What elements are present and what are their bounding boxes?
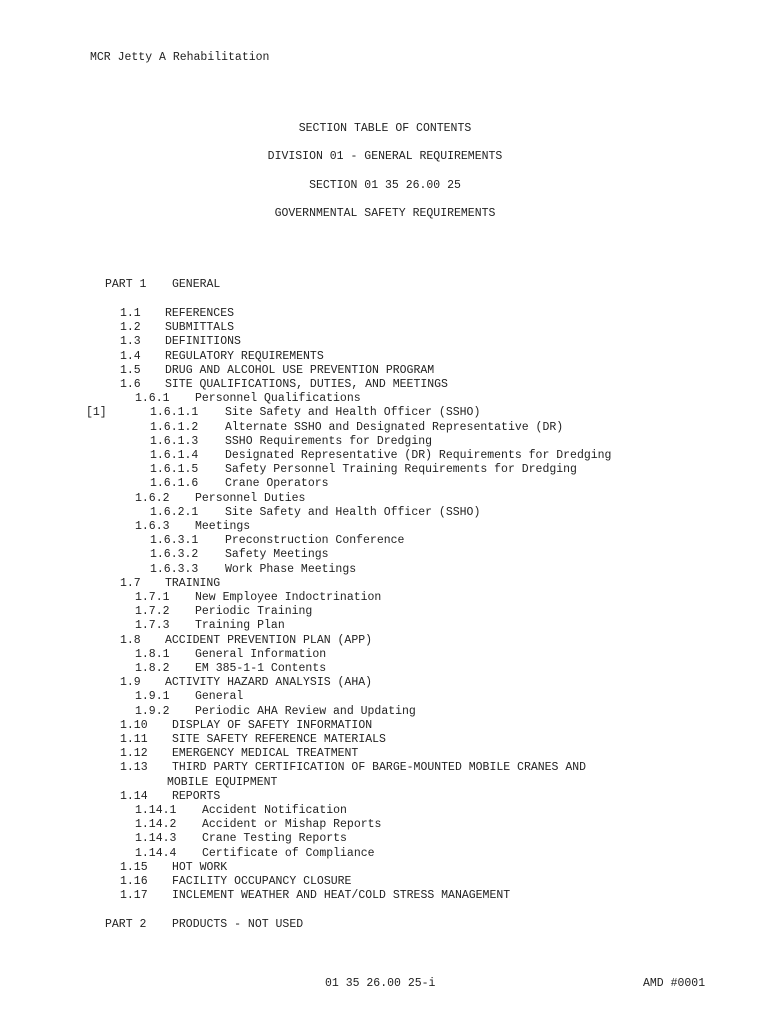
toc-entry-title: Work Phase Meetings	[225, 562, 357, 576]
toc-entry-number: 1.6.3.3	[150, 562, 199, 576]
toc-entry-title: Site Safety and Health Officer (SSHO)	[225, 406, 481, 420]
toc-entry-title: EM 385-1-1 Contents	[195, 662, 327, 675]
toc-entry-title: Safety Personnel Training Requirements for Dredging	[225, 463, 577, 477]
toc-entry-number: 1.6.1.5	[150, 463, 199, 477]
toc-entry-number: 1.4	[120, 349, 141, 363]
toc-entry-title: TRAINING	[165, 576, 221, 590]
toc-entry-title: DRUG AND ALCOHOL USE PREVENTION PROGRAM	[165, 363, 435, 377]
section-number: SECTION 01 35 26.00 25	[309, 179, 461, 192]
toc-entry-number: 1.11	[120, 733, 148, 746]
section-title: GOVERNMENTAL SAFETY REQUIREMENTS	[274, 207, 496, 220]
toc-entry-title: HOT WORK	[172, 860, 228, 874]
toc-entry-number: 1.16	[120, 875, 148, 888]
toc-entry-number: 1.6.1.4	[150, 449, 199, 462]
toc-entry-title: THIRD PARTY CERTIFICATION OF BARGE-MOUNTED MOBILE CRANES AND	[172, 761, 587, 775]
toc-entry-number: 1.14.3	[135, 832, 177, 846]
toc-entry-title: ACTIVITY HAZARD ANALYSIS (AHA)	[165, 676, 373, 690]
footer-amendment: AMD #0001	[643, 977, 706, 990]
toc-entry-number: 1.7.3	[135, 619, 170, 633]
toc-entry-number: 1.8.2	[135, 662, 170, 675]
toc-entry-title: INCLEMENT WEATHER AND HEAT/COLD STRESS MANAGEMENT	[172, 889, 511, 903]
toc-entry-number: 1.6.3.2	[150, 548, 199, 562]
toc-entry-title: Safety Meetings	[225, 548, 329, 562]
toc-entry-number: 1.1	[120, 307, 141, 320]
toc-entry-number: 1.6.1.6	[150, 477, 199, 491]
toc-entry-number: 1.6.1	[135, 392, 170, 406]
toc-entry-title: FACILITY OCCUPANCY CLOSURE	[172, 875, 352, 888]
toc-entry-title: ACCIDENT PREVENTION PLAN (APP)	[165, 633, 373, 647]
project-title: MCR Jetty A Rehabilitation	[90, 51, 270, 64]
toc-entry-title: General	[195, 690, 244, 704]
footer-page-number: 01 35 26.00 25-i	[325, 977, 436, 990]
toc-entry-number: 1.15	[120, 860, 148, 874]
toc-entry-number: 1.9	[120, 676, 141, 690]
toc-entry-title: SITE QUALIFICATIONS, DUTIES, AND MEETINGS	[165, 378, 448, 391]
toc-entry-title: SITE SAFETY REFERENCE MATERIALS	[172, 733, 386, 746]
toc-entry-number: 1.6	[120, 378, 141, 391]
toc-entry-title: Personnel Qualifications	[195, 392, 361, 406]
toc-entry-title: New Employee Indoctrination	[195, 591, 382, 604]
toc-entry-number: 1.6.3	[135, 520, 170, 533]
toc-entry-title: Crane Testing Reports	[202, 832, 347, 846]
toc-entry-title: SUBMITTALS	[165, 321, 235, 335]
toc-entry-title: Meetings	[195, 520, 251, 533]
toc-entry-number: 1.17	[120, 889, 148, 903]
toc-entry-number: 1.7.2	[135, 605, 170, 619]
toc-entry-number: 1.9.1	[135, 690, 170, 704]
toc-entry-number: 1.6.2	[135, 491, 170, 505]
toc-entry-title: Accident or Mishap Reports	[202, 818, 382, 832]
toc-entry-number: 1.14.1	[135, 804, 177, 817]
toc-entry-number: 1.12	[120, 747, 148, 761]
toc-entry-title: General Information	[195, 647, 327, 661]
toc-entry-title: Accident Notification	[202, 804, 347, 817]
toc-entry-number: 1.8.1	[135, 647, 170, 661]
toc-entry-title: REPORTS	[172, 789, 221, 803]
toc-entry-title: Preconstruction Conference	[225, 534, 405, 548]
toc-entry-title: DISPLAY OF SAFETY INFORMATION	[172, 718, 373, 732]
part-1-label: PART 1	[105, 278, 147, 291]
toc-entry-number: 1.3	[120, 335, 141, 349]
toc-entry-title: Crane Operators	[225, 477, 329, 491]
toc-entry-number: 1.9.2	[135, 704, 170, 718]
toc-entry-title: Training Plan	[195, 619, 285, 633]
toc-entry-number: 1.7	[120, 576, 141, 590]
toc-entry-number: 1.14.2	[135, 818, 177, 832]
toc-entry-title: Periodic Training	[195, 605, 313, 619]
toc-entry-title: Personnel Duties	[195, 491, 306, 505]
toc-entry-number: 1.6.1.3	[150, 434, 199, 448]
toc-entry-title: EMERGENCY MEDICAL TREATMENT	[172, 747, 359, 761]
toc-entry-number: 1.7.1	[135, 591, 170, 604]
toc-entry-number: 1.14	[120, 789, 148, 803]
toc-entry-number: 1.10	[120, 718, 148, 732]
toc-entry-number: 1.8	[120, 633, 141, 647]
toc-entry-number: 1.6.2.1	[150, 505, 199, 519]
toc-entry-number: 1.5	[120, 363, 141, 377]
toc-entry-title: REFERENCES	[165, 307, 235, 320]
toc-entry-title: Alternate SSHO and Designated Representative (DR)	[225, 420, 564, 434]
toc-entry-number: 1.6.1.2	[150, 420, 199, 434]
toc-entry-title: SSHO Requirements for Dredging	[225, 434, 433, 448]
toc-title: SECTION TABLE OF CONTENTS	[298, 122, 472, 135]
part-2-label: PART 2	[105, 918, 147, 931]
toc-entry-number: 1.6.3.1	[150, 534, 199, 548]
part-2-title: PRODUCTS - NOT USED	[172, 918, 304, 931]
toc-entry-number: 1.6.1.1	[150, 406, 199, 420]
toc-entry-title: REGULATORY REQUIREMENTS	[165, 349, 324, 363]
toc-entry-title: Periodic AHA Review and Updating	[195, 704, 416, 718]
toc-entry-number: 1.2	[120, 321, 141, 335]
toc-entry-number: 1.14.4	[135, 846, 177, 860]
toc-entry-title: Site Safety and Health Officer (SSHO)	[225, 505, 481, 519]
toc-entry-title: DEFINITIONS	[165, 335, 241, 349]
toc-entry-title: Designated Representative (DR) Requirements for Dredging	[225, 449, 612, 462]
revision-marker: [1]	[86, 406, 107, 419]
division-heading: DIVISION 01 - GENERAL REQUIREMENTS	[267, 150, 503, 163]
toc-entry-title-continuation: MOBILE EQUIPMENT	[167, 775, 278, 789]
toc-entry-number: 1.13	[120, 761, 148, 775]
toc-entry-title: Certificate of Compliance	[202, 846, 375, 860]
part-1-title: GENERAL	[172, 278, 221, 291]
